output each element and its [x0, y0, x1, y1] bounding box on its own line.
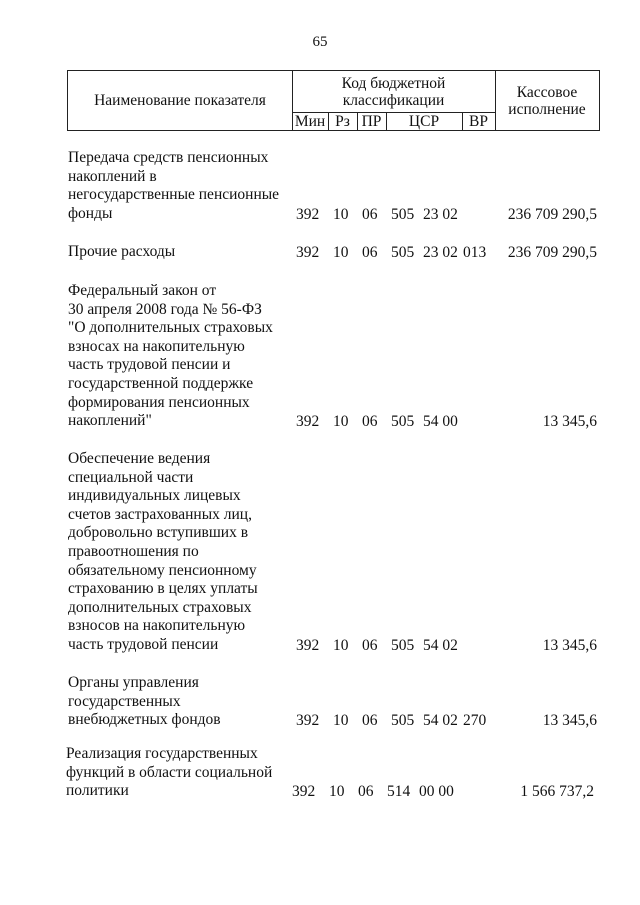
cell-csr: 514 [387, 783, 411, 800]
cell-csr: 505 [391, 712, 415, 729]
cell-amount: 13 345,6 [542, 413, 597, 430]
cell-csr: 505 [391, 244, 415, 261]
cell-csr: 505 [391, 206, 415, 223]
cell-min: 392 [296, 244, 320, 261]
row-name: Реализация государственных функций в области социальной политики [66, 745, 273, 800]
cell-pr: 06 [362, 206, 378, 223]
header-rz: Рз [335, 112, 350, 130]
row-codes [0, 636, 640, 655]
cell-min: 392 [292, 783, 316, 800]
cell-rz: 10 [333, 244, 349, 261]
table-header [67, 70, 600, 131]
row-codes [0, 711, 640, 730]
cell-pr: 06 [362, 637, 378, 654]
cell-amount: 13 345,6 [542, 637, 597, 654]
row-name: Федеральный закон от 30 апреля 2008 года № 56-ФЗ "О дополнительных страховых взносах на накопительную часть трудовой пенсии и государственной поддержке формирования пенсионных накоплений" [68, 282, 273, 430]
cell-csr-sub: 54 02 [423, 637, 458, 654]
cell-csr-sub: 54 00 [423, 413, 458, 430]
cell-pr: 06 [362, 244, 378, 261]
cell-csr-sub: 23 02 [423, 244, 458, 261]
cell-csr-sub: 54 02 [423, 712, 458, 729]
cell-rz: 10 [333, 637, 349, 654]
cell-csr: 505 [391, 637, 415, 654]
cell-min: 392 [296, 712, 320, 729]
cell-csr-sub: 00 00 [419, 783, 454, 800]
cell-min: 392 [296, 637, 320, 654]
row-codes [0, 243, 640, 262]
row-name: Органы управления государственных внебюджетных фондов [68, 674, 221, 729]
cell-pr: 06 [362, 712, 378, 729]
cell-rz: 10 [329, 783, 345, 800]
cell-min: 392 [296, 413, 320, 430]
cell-pr: 06 [362, 413, 378, 430]
cell-vr: 270 [463, 712, 487, 729]
cell-amount: 13 345,6 [542, 712, 597, 729]
header-vr: ВР [469, 112, 488, 130]
cell-rz: 10 [333, 712, 349, 729]
header-min: Мин [294, 112, 326, 130]
header-csr: ЦСР [408, 112, 440, 130]
header-amount-column: Кассовое исполнение [508, 83, 586, 118]
row-name: Обеспечение ведения специальной части индивидуальных лицевых счетов застрахованных лиц, добровольно вступивших в правоотношения по обязательному пенсионному страхованию в целях уплаты дополнительных страховых взносов на накопительную часть трудовой пенсии [68, 450, 258, 653]
cell-amount: 1 566 737,2 [520, 783, 594, 800]
header-name-column: Наименование показателя [94, 92, 266, 109]
header-pr: ПР [361, 112, 382, 130]
cell-csr-sub: 23 02 [423, 206, 458, 223]
row-codes [0, 782, 640, 801]
header-budget-code-group: Код бюджетной классификации [341, 74, 446, 109]
cell-amount: 236 709 290,5 [507, 206, 597, 223]
row-name: Передача средств пенсионных накоплений в негосударственные пенсионные фонды [68, 149, 280, 222]
cell-amount: 236 709 290,5 [507, 244, 597, 261]
cell-rz: 10 [333, 206, 349, 223]
cell-csr: 505 [391, 413, 415, 430]
cell-rz: 10 [333, 413, 349, 430]
row-codes [0, 205, 640, 224]
cell-pr: 06 [358, 783, 374, 800]
row-name: Прочие расходы [68, 243, 176, 260]
cell-min: 392 [296, 206, 320, 223]
cell-vr: 013 [463, 244, 487, 261]
page-number: 65 [312, 34, 328, 50]
row-codes [0, 412, 640, 431]
